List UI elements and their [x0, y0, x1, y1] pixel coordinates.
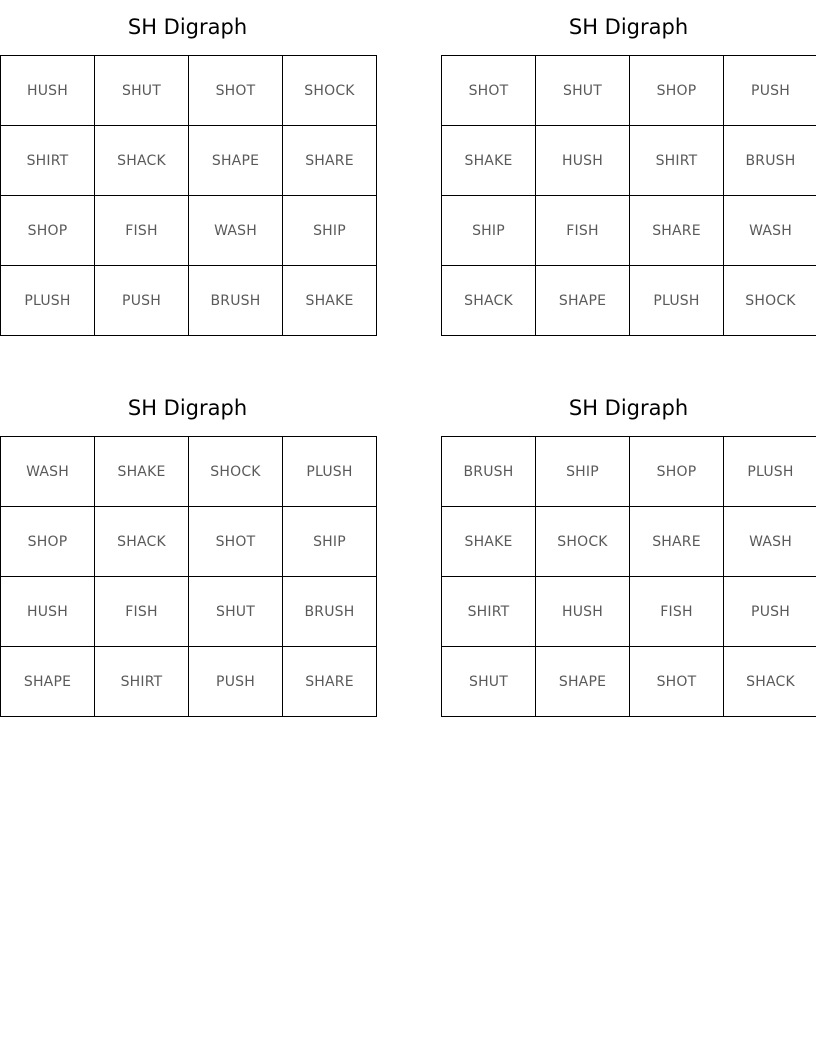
grid-row	[1, 507, 377, 577]
grid-cell: BRUSH	[442, 437, 536, 507]
grid-row	[1, 647, 377, 717]
grid-row	[442, 507, 816, 577]
bingo-grid	[441, 55, 816, 336]
grid-cell: SHAPE	[1, 647, 95, 717]
grid-cell: SHAKE	[283, 266, 377, 336]
grid-row	[1, 577, 377, 647]
grid-cell: SHOCK	[283, 56, 377, 126]
grid-cell: FISH	[95, 577, 189, 647]
grid-cell: SHOP	[1, 196, 95, 266]
grid-cell: SHARE	[630, 507, 724, 577]
grid-cell: SHOCK	[189, 437, 283, 507]
bingo-grid	[0, 436, 377, 717]
grid-cell: PUSH	[189, 647, 283, 717]
grid-cell: SHOT	[630, 647, 724, 717]
grid-cell: SHUT	[442, 647, 536, 717]
grid-row	[442, 647, 816, 717]
grid-cell: SHACK	[724, 647, 816, 717]
grid-cell: WASH	[724, 196, 816, 266]
grid-cell: SHOCK	[724, 266, 816, 336]
grid-cell: SHACK	[95, 507, 189, 577]
bingo-card-4	[441, 381, 816, 717]
grid-cell: SHAPE	[189, 126, 283, 196]
grid-cell: PLUSH	[724, 437, 816, 507]
grid-cell: SHIP	[283, 196, 377, 266]
grid-cell: FISH	[630, 577, 724, 647]
grid-cell: SHAKE	[95, 437, 189, 507]
grid-cell: HUSH	[1, 577, 95, 647]
grid-row	[1, 56, 377, 126]
grid-cell: SHAKE	[442, 507, 536, 577]
grid-cell: SHOT	[189, 507, 283, 577]
grid-cell: SHUT	[536, 56, 630, 126]
grid-cell: BRUSH	[189, 266, 283, 336]
grid-row	[442, 577, 816, 647]
grid-row	[442, 266, 816, 336]
grid-cell: PUSH	[95, 266, 189, 336]
card-title: SH Digraph	[568, 15, 689, 39]
grid-cell: SHOT	[442, 56, 536, 126]
bingo-grid	[441, 436, 816, 717]
grid-cell: PUSH	[724, 577, 816, 647]
grid-cell: SHUT	[95, 56, 189, 126]
grid-cell: SHUT	[189, 577, 283, 647]
grid-cell: PUSH	[724, 56, 816, 126]
grid-cell: SHAKE	[442, 126, 536, 196]
grid-cell: SHACK	[442, 266, 536, 336]
grid-cell: BRUSH	[724, 126, 816, 196]
grid-row	[1, 196, 377, 266]
card-title: SH Digraph	[127, 15, 248, 39]
grid-cell: HUSH	[536, 126, 630, 196]
card-title: SH Digraph	[127, 396, 248, 420]
bingo-card-2	[441, 0, 816, 336]
grid-cell: SHARE	[283, 126, 377, 196]
grid-row	[1, 437, 377, 507]
bingo-card-3	[0, 381, 375, 717]
grid-cell: SHOP	[1, 507, 95, 577]
bingo-card-1	[0, 0, 375, 336]
bingo-grid	[0, 55, 377, 336]
grid-row	[442, 437, 816, 507]
grid-cell: HUSH	[1, 56, 95, 126]
grid-cell: SHAPE	[536, 266, 630, 336]
grid-cell: SHOP	[630, 56, 724, 126]
grid-cell: SHIRT	[1, 126, 95, 196]
grid-row	[442, 196, 816, 266]
grid-cell: FISH	[95, 196, 189, 266]
grid-cell: SHIP	[442, 196, 536, 266]
grid-cell: WASH	[724, 507, 816, 577]
grid-cell: BRUSH	[283, 577, 377, 647]
grid-cell: HUSH	[536, 577, 630, 647]
grid-cell: PLUSH	[283, 437, 377, 507]
grid-row	[1, 126, 377, 196]
grid-cell: SHAPE	[536, 647, 630, 717]
grid-cell: PLUSH	[1, 266, 95, 336]
card-title: SH Digraph	[568, 396, 689, 420]
grid-cell: SHIRT	[95, 647, 189, 717]
grid-cell: SHIRT	[630, 126, 724, 196]
grid-cell: SHOP	[630, 437, 724, 507]
grid-row	[442, 56, 816, 126]
grid-row	[1, 266, 377, 336]
grid-cell: WASH	[1, 437, 95, 507]
grid-cell: SHIP	[283, 507, 377, 577]
grid-cell: FISH	[536, 196, 630, 266]
grid-cell: SHARE	[630, 196, 724, 266]
grid-cell: SHACK	[95, 126, 189, 196]
grid-cell: WASH	[189, 196, 283, 266]
grid-row	[442, 126, 816, 196]
grid-cell: SHIP	[536, 437, 630, 507]
grid-cell: SHOT	[189, 56, 283, 126]
grid-cell: PLUSH	[630, 266, 724, 336]
grid-cell: SHOCK	[536, 507, 630, 577]
grid-cell: SHIRT	[442, 577, 536, 647]
grid-cell: SHARE	[283, 647, 377, 717]
